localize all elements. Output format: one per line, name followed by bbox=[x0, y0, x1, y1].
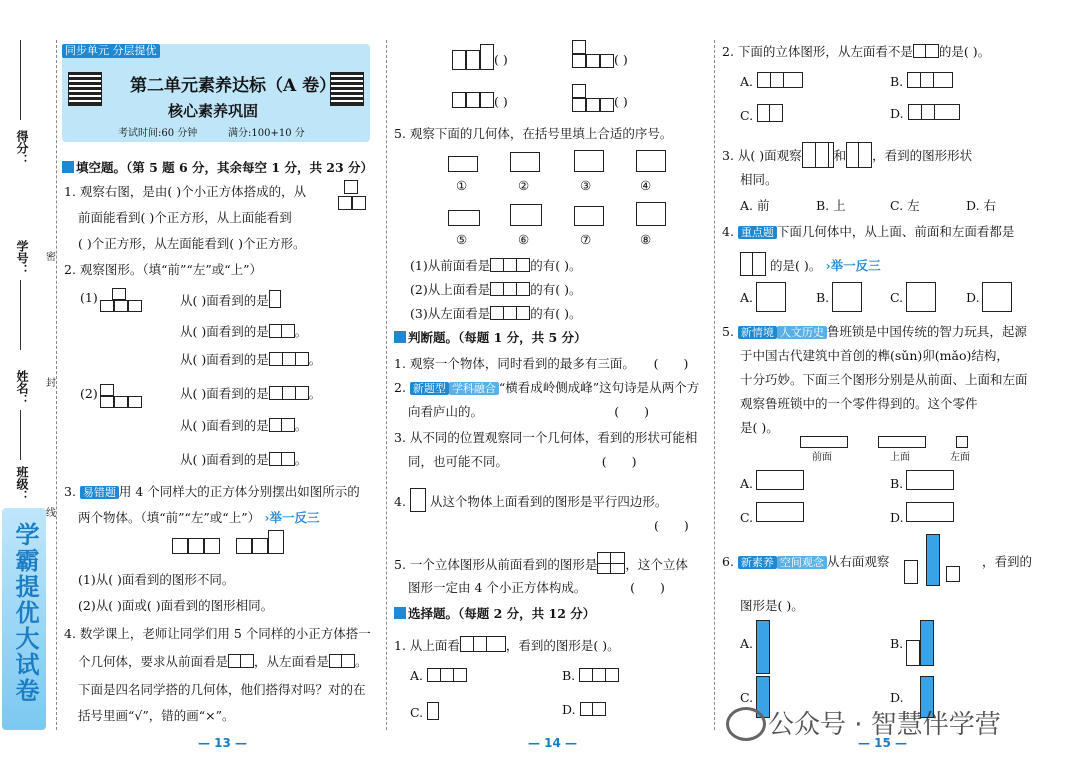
choice-5-line5: 是( )。 bbox=[740, 420, 779, 435]
shape-num-5: ⑤ bbox=[456, 232, 468, 247]
q4-line2: 个几何体，要求从前面看是 ，从左面看是 。 bbox=[78, 654, 368, 669]
choice-1: 1. 从上面看 ，看到的图形是( )。 bbox=[394, 638, 620, 653]
c5-shape-c bbox=[756, 502, 804, 522]
choice-4-b: B. bbox=[816, 290, 830, 305]
choice-3-line1: 3. 从( )面观察 和 ，看到的图形形状 bbox=[722, 142, 972, 168]
q4-line3: 下面是四名同学搭的几何体，他们搭得对吗？对的在 bbox=[78, 682, 366, 697]
judge-2-line2: 向看庐山的。 ( ) bbox=[408, 404, 650, 419]
q5-text: 5. 观察下面的几何体，在括号里填上合适的序号。 bbox=[394, 126, 673, 141]
seal-mark-1: 密 bbox=[46, 252, 56, 263]
q1-figure bbox=[338, 180, 372, 214]
choice-5-b: B. bbox=[890, 476, 904, 491]
judge-1: 1. 观察一个物体，同时看到的最多有三面。 ( ) bbox=[394, 356, 689, 371]
choice-2-c: C. bbox=[740, 104, 783, 124]
q4-paren-1: ( ) bbox=[494, 52, 508, 67]
unit-tag: 同步单元 分层提优 bbox=[62, 44, 160, 58]
choice-3-opt-c: C. 左 bbox=[890, 198, 920, 213]
judge-3-line2: 同，也可能不同。 ( ) bbox=[408, 454, 637, 469]
exam-score: 满分:100+10 分 bbox=[228, 128, 305, 139]
column-divider-1 bbox=[386, 40, 387, 730]
section-choice: 选择题。（每题 2 分，共 12 分） bbox=[394, 606, 595, 622]
q5-sub1: (1)从前面看是 的有( )。 bbox=[410, 258, 582, 273]
choice-6-c: C. bbox=[740, 690, 754, 705]
q3-figure2 bbox=[236, 530, 286, 556]
c4-shape-a bbox=[756, 282, 786, 312]
name-line bbox=[20, 410, 21, 460]
binding-margin bbox=[0, 0, 58, 762]
q2-part1-label: (1) bbox=[80, 290, 98, 305]
brand-logo: 学霸提优大试卷 bbox=[2, 508, 46, 730]
shape-num-6: ⑥ bbox=[518, 232, 530, 247]
student-number-label: 学号： bbox=[15, 240, 29, 276]
choice-3-opt-b: B. 上 bbox=[816, 198, 846, 213]
q4-shape-1 bbox=[452, 44, 492, 70]
q4-paren-3: ( ) bbox=[494, 94, 508, 109]
class-label: 班级： bbox=[15, 466, 29, 502]
shape-num-4: ④ bbox=[640, 178, 652, 193]
c6-opt-b-col bbox=[920, 620, 934, 666]
q2-1-view-b: 从( )面看到的是 。 bbox=[180, 324, 308, 339]
q3-figure1 bbox=[172, 532, 222, 558]
choice-4-a: A. bbox=[740, 290, 754, 305]
c4-shape-c bbox=[906, 282, 936, 312]
choice-2-d: D. bbox=[890, 104, 960, 122]
lock-view-front bbox=[800, 436, 848, 448]
q2-1-view-c: 从( )面看到的是 。 bbox=[180, 352, 322, 367]
choice-2-a: A. bbox=[740, 72, 803, 90]
choice-1-b: B. bbox=[562, 668, 619, 684]
page-number-15: — 15 — bbox=[858, 736, 908, 750]
q2-2-view-c: 从( )面看到的是 。 bbox=[180, 452, 308, 467]
fold-line bbox=[56, 40, 57, 730]
column-divider-2 bbox=[714, 40, 715, 730]
q3-line1: 3. 易错题 用 4 个同样大的正方体分别摆出如图所示的 bbox=[64, 484, 360, 499]
shape-num-8: ⑧ bbox=[640, 232, 652, 247]
page-number-14: — 14 — bbox=[528, 736, 578, 750]
name-label: 姓名： bbox=[15, 370, 29, 406]
q1-line2: 前面能看到( )个正方形，从上面能看到 bbox=[78, 210, 292, 225]
seal-mark-2: 封 bbox=[46, 378, 56, 389]
q1-line1: 1. 观察右图，是由( )个小正方体搭成的，从 bbox=[64, 184, 307, 199]
choice-1-a: A. bbox=[410, 668, 467, 684]
shape-num-7: ⑦ bbox=[580, 232, 592, 247]
lock-view-top bbox=[878, 436, 926, 448]
section-true-false: 判断题。（每题 1 分，共 5 分） bbox=[394, 330, 587, 346]
choice-5-line1: 5. 新情境 人文历史 鲁班锁是中国传统的智力玩具，起源 bbox=[722, 324, 1027, 339]
choice-4-c: C. bbox=[890, 290, 904, 305]
view-label-top: 上面 bbox=[890, 452, 910, 463]
q2-1-view-a: 从( )面看到的是 bbox=[180, 290, 281, 309]
number-line bbox=[20, 280, 21, 350]
choice-4-d: D. bbox=[966, 290, 980, 305]
q2-text: 2. 观察图形。（填“前”“左”或“上”） bbox=[64, 262, 262, 277]
choice-5-c: C. bbox=[740, 510, 754, 525]
choice-6-line2: 图形是( )。 bbox=[740, 598, 804, 613]
q3-answer2: (2)从( )面或( )面看到的图形相同。 bbox=[78, 598, 274, 613]
q2-2-view-b: 从( )面看到的是 。 bbox=[180, 418, 308, 433]
choice-5-line4: 观察鲁班锁中的一个零件得到的。这个零件 bbox=[740, 396, 978, 411]
q4-shape-2 bbox=[572, 40, 612, 70]
q4-paren-2: ( ) bbox=[614, 52, 628, 67]
q2-figure2 bbox=[100, 384, 146, 408]
watermark-text: 公众号 · 智慧伴学营 bbox=[768, 710, 1001, 740]
c5-shape-a bbox=[756, 470, 804, 490]
q2-part2-label: (2) bbox=[80, 386, 98, 401]
choice-6-line1: 6. 新素养 空间观念 从右面观察 bbox=[722, 554, 890, 569]
choice-6-line1b: ，看到的 bbox=[982, 554, 1033, 569]
choice-6-b: B. bbox=[890, 636, 904, 651]
q5-shapes bbox=[440, 150, 700, 240]
view-label-front: 前面 bbox=[812, 452, 832, 463]
exam-title: 第二单元素养达标（A 卷） bbox=[130, 76, 337, 96]
choice-2-b: B. bbox=[890, 72, 953, 90]
q4-paren-4: ( ) bbox=[614, 94, 628, 109]
c4-shape-d bbox=[982, 282, 1012, 312]
q4-line4: 括号里画“√”，错的画“×”。 bbox=[78, 708, 235, 723]
c6-opt-a-col bbox=[756, 620, 770, 674]
c6-figure bbox=[900, 534, 980, 588]
choice-5-line2: 于中国古代建筑中首创的榫(sǔn)卯(mǎo)结构， bbox=[740, 348, 1009, 363]
q4-shape-4 bbox=[572, 84, 612, 114]
c5-shape-d bbox=[906, 502, 954, 522]
exam-subtitle: 核心素养巩固 bbox=[168, 102, 259, 120]
lock-view-left bbox=[956, 436, 968, 448]
c5-shape-b bbox=[906, 470, 954, 490]
choice-4-line1: 4. 重点题 下面几何体中，从上面、前面和左面看都是 bbox=[722, 224, 1015, 239]
section-fill-blank: 填空题。（第 5 题 6 分，其余每空 1 分，共 23 分） bbox=[62, 160, 373, 176]
choice-5-a: A. bbox=[740, 476, 754, 491]
judge-4-paren: ( ) bbox=[654, 518, 689, 533]
q2-figure1 bbox=[100, 288, 142, 312]
score-label: 得分： bbox=[15, 130, 29, 166]
choice-1-d: D. bbox=[562, 702, 606, 718]
shape-num-3: ③ bbox=[580, 178, 592, 193]
score-line bbox=[20, 40, 21, 120]
q4-shape-3 bbox=[452, 86, 492, 110]
q4-line1: 4. 数学课上，老师让同学们用 5 个同样的小正方体搭一 bbox=[64, 626, 371, 641]
qr-code-left bbox=[68, 72, 102, 106]
q3-answer1: (1)从( )面看到的图形不同。 bbox=[78, 572, 235, 587]
judge-5-line1: 5. 一个立体图形从前面看到的图形是 ，这个立体 bbox=[394, 552, 688, 574]
choice-2: 2. 下面的立体图形，从左面看不是 的是( )。 bbox=[722, 44, 991, 59]
q3-line2: 两个物体。（填“前”“左”或“上”） ›举一反三 bbox=[78, 510, 320, 525]
choice-6-d: D. bbox=[890, 690, 904, 705]
seal-mark-3: 线 bbox=[46, 508, 56, 519]
choice-1-c: C. bbox=[410, 702, 439, 721]
choice-4-line2: 的是( )。 ›举一反三 bbox=[740, 252, 881, 276]
shape-num-1: ① bbox=[456, 178, 468, 193]
choice-5-d: D. bbox=[890, 510, 904, 525]
q1-line3: ( )个正方形，从左面能看到( )个正方形。 bbox=[78, 236, 306, 251]
section-icon bbox=[62, 161, 74, 173]
page-number-13: — 13 — bbox=[198, 736, 248, 750]
c6-opt-b-left bbox=[906, 640, 920, 666]
choice-3-opt-d: D. 右 bbox=[966, 198, 997, 213]
judge-2-line1: 2. 新题型 学科融合 “横看成岭侧成峰”这句诗是从两个方 bbox=[394, 380, 700, 395]
choice-5-line3: 十分巧妙。下面三个图形分别是从前面、上面和左面 bbox=[740, 372, 1028, 387]
c4-shape-b bbox=[832, 282, 862, 312]
judge-5-line2: 图形一定由 4 个小正方体构成。 ( ) bbox=[408, 580, 665, 595]
view-label-left: 左面 bbox=[950, 452, 970, 463]
judge-3-line1: 3. 从不同的位置观察同一个几何体，看到的形状可能相 bbox=[394, 430, 698, 445]
q2-2-view-a: 从( )面看到的是 。 bbox=[180, 386, 322, 401]
wechat-icon bbox=[726, 707, 766, 741]
exam-time: 考试时间:60 分钟 bbox=[118, 128, 198, 139]
header-banner bbox=[62, 44, 370, 142]
q5-sub3: (3)从左面看是 的有( )。 bbox=[410, 306, 582, 321]
choice-3-opt-a: A. 前 bbox=[740, 198, 770, 213]
choice-3-line2: 相同。 bbox=[740, 172, 778, 187]
q5-sub2: (2)从上面看是 的有( )。 bbox=[410, 282, 582, 297]
choice-6-a: A. bbox=[740, 636, 754, 651]
judge-4: 4. 从这个物体上面看到的图形是平行四边形。 bbox=[394, 488, 667, 512]
shape-num-2: ② bbox=[518, 178, 530, 193]
